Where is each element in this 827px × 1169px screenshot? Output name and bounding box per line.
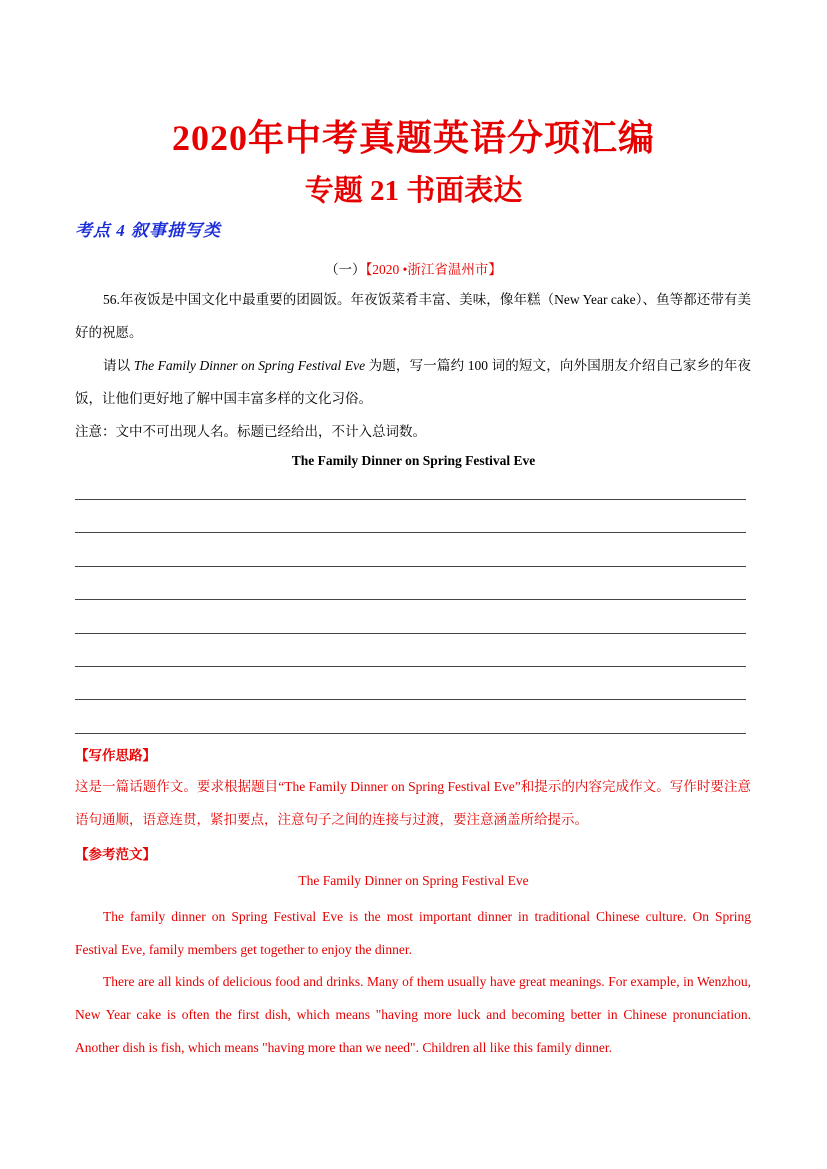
writing-lines [75, 499, 746, 766]
writing-line [75, 532, 746, 533]
model-label: 【参考范文】 [75, 847, 156, 862]
question-paragraph-1: 56.年夜饭是中国文化中最重要的团圆饭。年夜饭菜肴丰富、美味，像年糕（New Year cake）、鱼等都还带有美好的祝愿。 [75, 292, 751, 340]
guidance-text: 这是一篇话题作文。要求根据题目“The Family Dinner on Spring Festival Eve”和提示的内容完成作文。写作时要注意语句通顺，语意连贯，紧扣要点，注意句子之间的连接与过渡，要注意涵盖所给提示。 [75, 779, 751, 827]
model-paragraph-2: There are all kinds of delicious food and drinks. Many of them usually have great meanings. For example, in Wenzhou, New Year cake is often the first dish, which means "having more luck and becoming better in Chinese pronunciation. Another dish is fish, which means "having more than we need". Children all like this family dinner. [75, 974, 751, 1055]
source-prefix: （一） [325, 262, 366, 277]
writing-line [75, 566, 746, 567]
para2-title: The Family Dinner on Spring Festival Eve [133, 358, 366, 373]
guidance-label: 【写作思路】 [75, 748, 156, 763]
writing-line [75, 733, 746, 734]
page-subtitle: 专题 21 书面表达 [304, 175, 523, 207]
question-source [0, 258, 827, 278]
model-essay-title: The Family Dinner on Spring Festival Eve [298, 873, 529, 888]
source-label: 【2020 •浙江省温州市】 [365, 262, 502, 277]
essay-title: The Family Dinner on Spring Festival Eve [291, 453, 536, 468]
writing-line [75, 633, 746, 634]
writing-line [75, 499, 746, 500]
question-note: 注意：文中不可出现人名。标题已经给出，不计入总词数。 [75, 424, 426, 439]
model-paragraph-1: The family dinner on Spring Festival Eve is the most important dinner in traditional Chinese culture. On Spring Festival Eve, family members get together to enjoy the dinner. [75, 909, 751, 957]
section-heading: 考点 4 叙事描写类 [75, 221, 221, 240]
writing-line [75, 666, 746, 667]
para2-prefix: 请以 [103, 358, 134, 373]
para2-suffix: 为题，写一篇约 100 词的短文，向外国朋友介绍自己家乡的年夜饭，让他们更好地了解中国丰富多样的文化习俗。 [75, 358, 752, 406]
page-title: 2020年中考真题英语分项汇编 [171, 118, 655, 158]
question-paragraph-2 [75, 349, 751, 415]
writing-line [75, 699, 746, 700]
writing-line [75, 599, 746, 600]
